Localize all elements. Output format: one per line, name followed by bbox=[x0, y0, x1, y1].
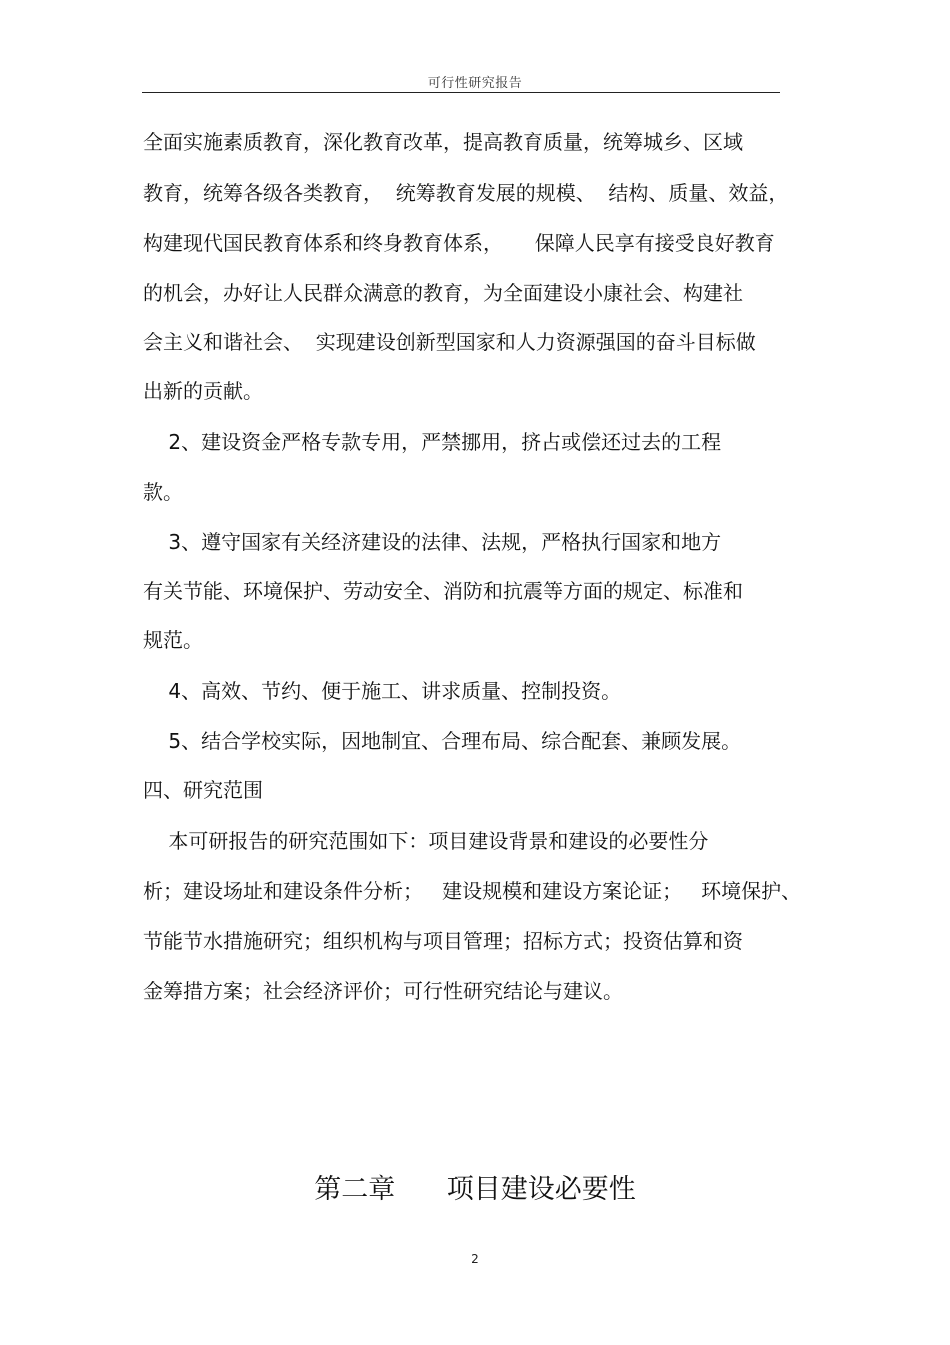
body-line: 出新的贡献。 bbox=[143, 379, 263, 403]
body-line: 教育，统筹各级各类教育， 统筹教育发展的规模、 结构、质量、效益， bbox=[143, 181, 789, 205]
body-line: 全面实施素质教育，深化教育改革，提高教育质量，统筹城乡、区域 bbox=[143, 130, 743, 154]
body-line: 规范。 bbox=[143, 628, 203, 652]
body-line: 款。 bbox=[143, 480, 183, 504]
body-line: 析；建设场址和建设条件分析； 建设规模和建设方案论证； 环境保护、 bbox=[143, 879, 802, 903]
body-line: 的机会，办好让人民群众满意的教育，为全面建设小康社会、构建社 bbox=[143, 281, 743, 305]
body-line: 本可研报告的研究范围如下：项目建设背景和建设的必要性分 bbox=[143, 829, 709, 853]
body-line: 构建现代国民教育体系和终身教育体系， 保障人民享有接受良好教育 bbox=[143, 231, 775, 255]
section-heading: 四、研究范围 bbox=[143, 778, 263, 802]
running-header-title: 可行性研究报告 bbox=[427, 76, 523, 91]
body-line: 4、高效、节约、便于施工、讲求质量、控制投资。 bbox=[143, 679, 622, 703]
body-line: 2、建设资金严格专款专用，严禁挪用，挤占或偿还过去的工程 bbox=[143, 430, 722, 454]
header-divider bbox=[142, 92, 780, 93]
body-line: 3、遵守国家有关经济建设的法律、法规，严格执行国家和地方 bbox=[143, 530, 722, 554]
page-number: 2 bbox=[471, 1252, 479, 1266]
body-line: 会主义和谐社会、 实现建设创新型国家和人力资源强国的奋斗目标做 bbox=[143, 330, 756, 354]
body-line: 5、结合学校实际，因地制宜、合理布局、综合配套、兼顾发展。 bbox=[143, 729, 742, 753]
body-line: 节能节水措施研究；组织机构与项目管理；招标方式；投资估算和资 bbox=[143, 929, 743, 953]
body-line: 金筹措方案；社会经济评价；可行性研究结论与建议。 bbox=[143, 979, 623, 1003]
body-line: 有关节能、环境保护、劳动安全、消防和抗震等方面的规定、标准和 bbox=[143, 579, 743, 603]
chapter-title: 第二章 项目建设必要性 bbox=[314, 1174, 636, 1205]
